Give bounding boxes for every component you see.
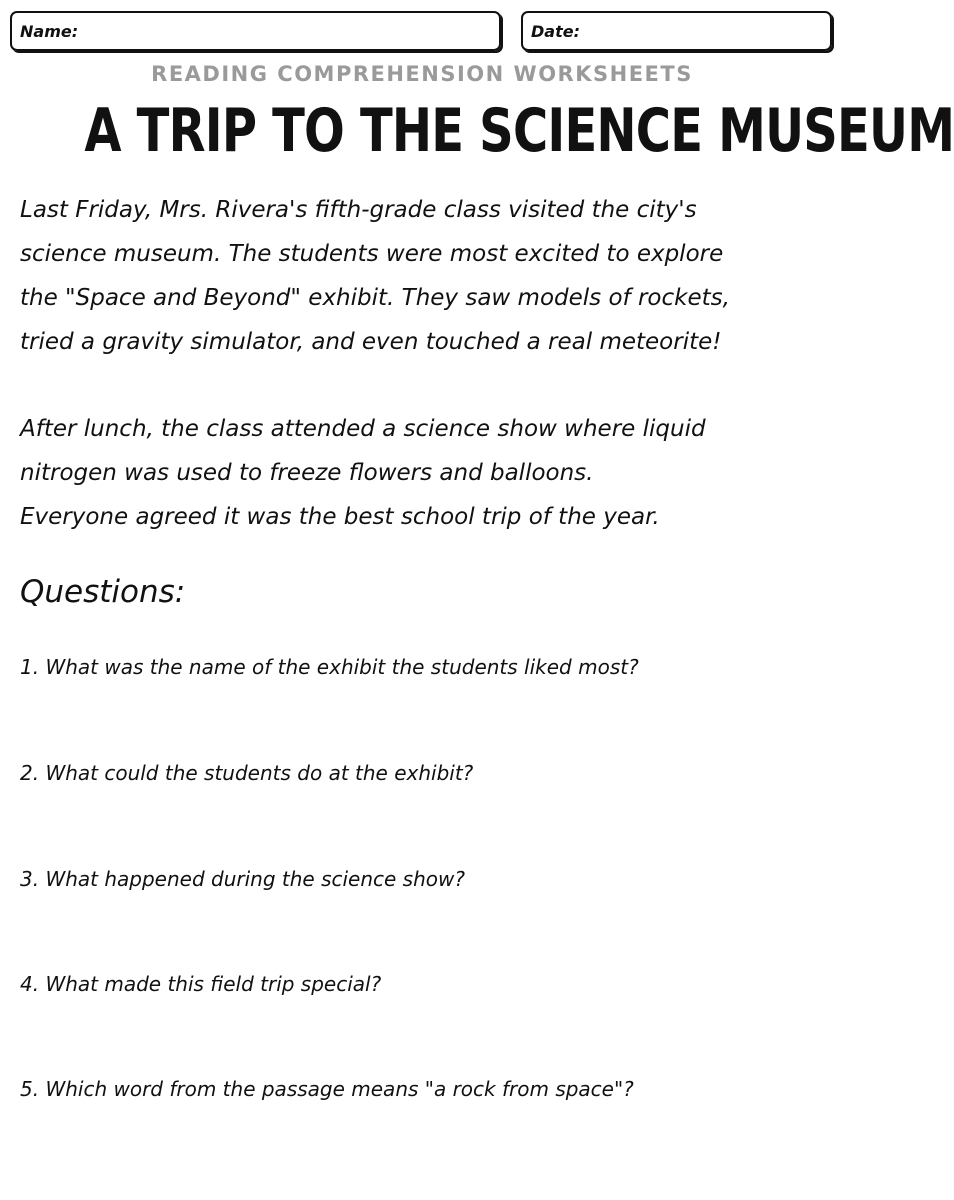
- questions-heading: Questions:: [20, 574, 186, 610]
- passage-line: After lunch, the class attended a science show where liquid: [20, 416, 706, 442]
- worksheet-subtitle: READING COMPREHENSION WORKSHEETS: [151, 62, 693, 86]
- passage-line: science museum. The students were most excited to explore: [20, 241, 724, 267]
- passage-line: Last Friday, Mrs. Rivera's fifth-grade class visited the city's: [20, 197, 697, 223]
- question-2: 2. What could the students do at the exhibit?: [20, 761, 474, 785]
- passage-line: Everyone agreed it was the best school trip of the year.: [20, 504, 660, 530]
- worksheet-title: A TRIP TO THE SCIENCE MUSEUM: [84, 96, 954, 166]
- question-1: 1. What was the name of the exhibit the students liked most?: [20, 655, 639, 679]
- question-5: 5. Which word from the passage means "a rock from space"?: [20, 1077, 634, 1101]
- question-4: 4. What made this field trip special?: [20, 972, 382, 996]
- date-field[interactable]: [521, 11, 832, 51]
- date-label: Date:: [531, 22, 580, 41]
- name-field[interactable]: [10, 11, 501, 51]
- passage-line: the "Space and Beyond" exhibit. They saw models of rockets,: [20, 285, 730, 311]
- passage-paragraph-2: [20, 407, 835, 539]
- passage-line: tried a gravity simulator, and even touched a real meteorite!: [20, 329, 722, 355]
- question-3: 3. What happened during the science show?: [20, 867, 465, 891]
- passage-line: nitrogen was used to freeze flowers and balloons.: [20, 460, 594, 486]
- name-label: Name:: [20, 22, 79, 41]
- passage-paragraph-1: [20, 188, 835, 364]
